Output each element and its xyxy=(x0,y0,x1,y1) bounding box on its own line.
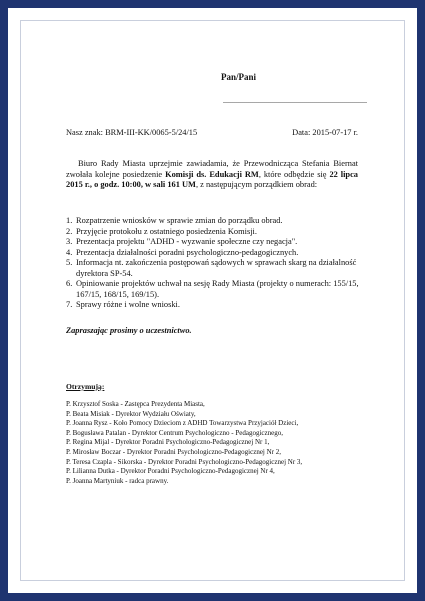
recipient-item: P. Regina Mijal - Dyrektor Poradni Psychologiczno-Pedagogicznej Nr 1, xyxy=(66,438,270,447)
address-dotted-line: ........................................................................ xyxy=(223,96,367,105)
agenda-number: 1. xyxy=(66,216,73,225)
agenda-list xyxy=(66,216,366,311)
intro-text-2: , które odbędzie się xyxy=(258,169,330,179)
agenda-number: 6. xyxy=(66,279,73,288)
agenda-number: 4. xyxy=(66,247,73,257)
recipient-item: P. Beata Misiak - Dyrektor Wydziału Oświaty, xyxy=(66,409,196,418)
recipient-item: P. Joanna Rysz - Koło Pomocy Dzieciom z ADHD Towarzystwa Przyjaciół Dzieci, xyxy=(66,419,299,428)
agenda-text: Prezentacja projektu "ADHD - wyzwanie społeczne czy negacja". xyxy=(76,237,298,246)
addressee: Pan/Pani xyxy=(221,72,257,82)
agenda-item xyxy=(66,227,366,238)
intro-text-3: , z następującym porządkiem obrad: xyxy=(195,180,318,189)
committee-name: Komisji ds. Edukacji RM xyxy=(165,169,259,179)
recipient-item: P. Teresa Czapla - Sikorska - Dyrektor Poradni Psychologiczno-Pedagogicznej Nr 3, xyxy=(66,457,303,466)
recipient-item: P. Joanna Martyniuk - radca prawny. xyxy=(66,476,169,485)
agenda-text: Rozpatrzenie wniosków w sprawie zmian do porządku obrad. xyxy=(76,216,283,225)
agenda-item xyxy=(66,300,366,311)
intro-text-1: Biuro Rady Miasta uprzejmie zawiadamia, że Przewodnicząca Stefania Biernat zwołała kolejne posiedzenie xyxy=(66,159,358,179)
reference-row xyxy=(66,128,358,139)
agenda-item xyxy=(66,279,366,300)
meeting-datetime: 22 lipca 2015 r., o godz. 10:00, w sali 161 UM xyxy=(66,169,358,189)
recipient-item: P. Bogusława Patalan - Dyrektor Centrum Psychologiczno - Pedagogicznego, xyxy=(66,428,283,437)
agenda-text: Opiniowanie projektów uchwał na sesję Rady Miasta (projekty o numerach: 155/15, 167/15, 168/15, 169/15). xyxy=(76,279,359,299)
document-date: Data: 2015-07-17 r. xyxy=(292,128,358,137)
agenda-item xyxy=(66,216,366,227)
recipient-item: P. Lilianna Dutka - Dyrektor Poradni Psychologiczno-Pedagogicznej Nr 4, xyxy=(66,467,275,476)
agenda-text: Prezentacja działalności poradni psychologiczno-pedagogicznych. xyxy=(76,247,299,257)
agenda-text: Przyjęcie protokołu z ostatniego posiedzenia Komisji. xyxy=(76,226,257,236)
agenda-number: 5. xyxy=(66,258,73,267)
recipients-heading: Otrzymują: xyxy=(66,382,105,391)
agenda-item xyxy=(66,258,366,279)
recipient-item: P. Mirosław Boczar - Dyrektor Poradni Psychologiczno-Pedagogicznej Nr 2, xyxy=(66,447,282,456)
intro-paragraph xyxy=(66,159,358,191)
reference-number: Nasz znak: BRM-III-KK/0065-5/24/15 xyxy=(66,128,198,137)
recipients-list xyxy=(66,400,366,486)
closing-invitation: Zapraszając prosimy o uczestnictwo. xyxy=(66,326,192,335)
agenda-text: Informacja nt. zakończenia postępowań sądowych w sprawach skarg na działalność dyrektora SP-54. xyxy=(76,258,357,278)
agenda-number: 2. xyxy=(66,226,73,236)
recipient-item: P. Krzysztof Soska - Zastępca Prezydenta Miasta, xyxy=(66,400,205,408)
agenda-number: 7. xyxy=(66,300,73,309)
agenda-item xyxy=(66,248,366,259)
agenda-item xyxy=(66,237,366,248)
agenda-number: 3. xyxy=(66,237,73,246)
agenda-text: Sprawy różne i wolne wnioski. xyxy=(76,300,180,309)
